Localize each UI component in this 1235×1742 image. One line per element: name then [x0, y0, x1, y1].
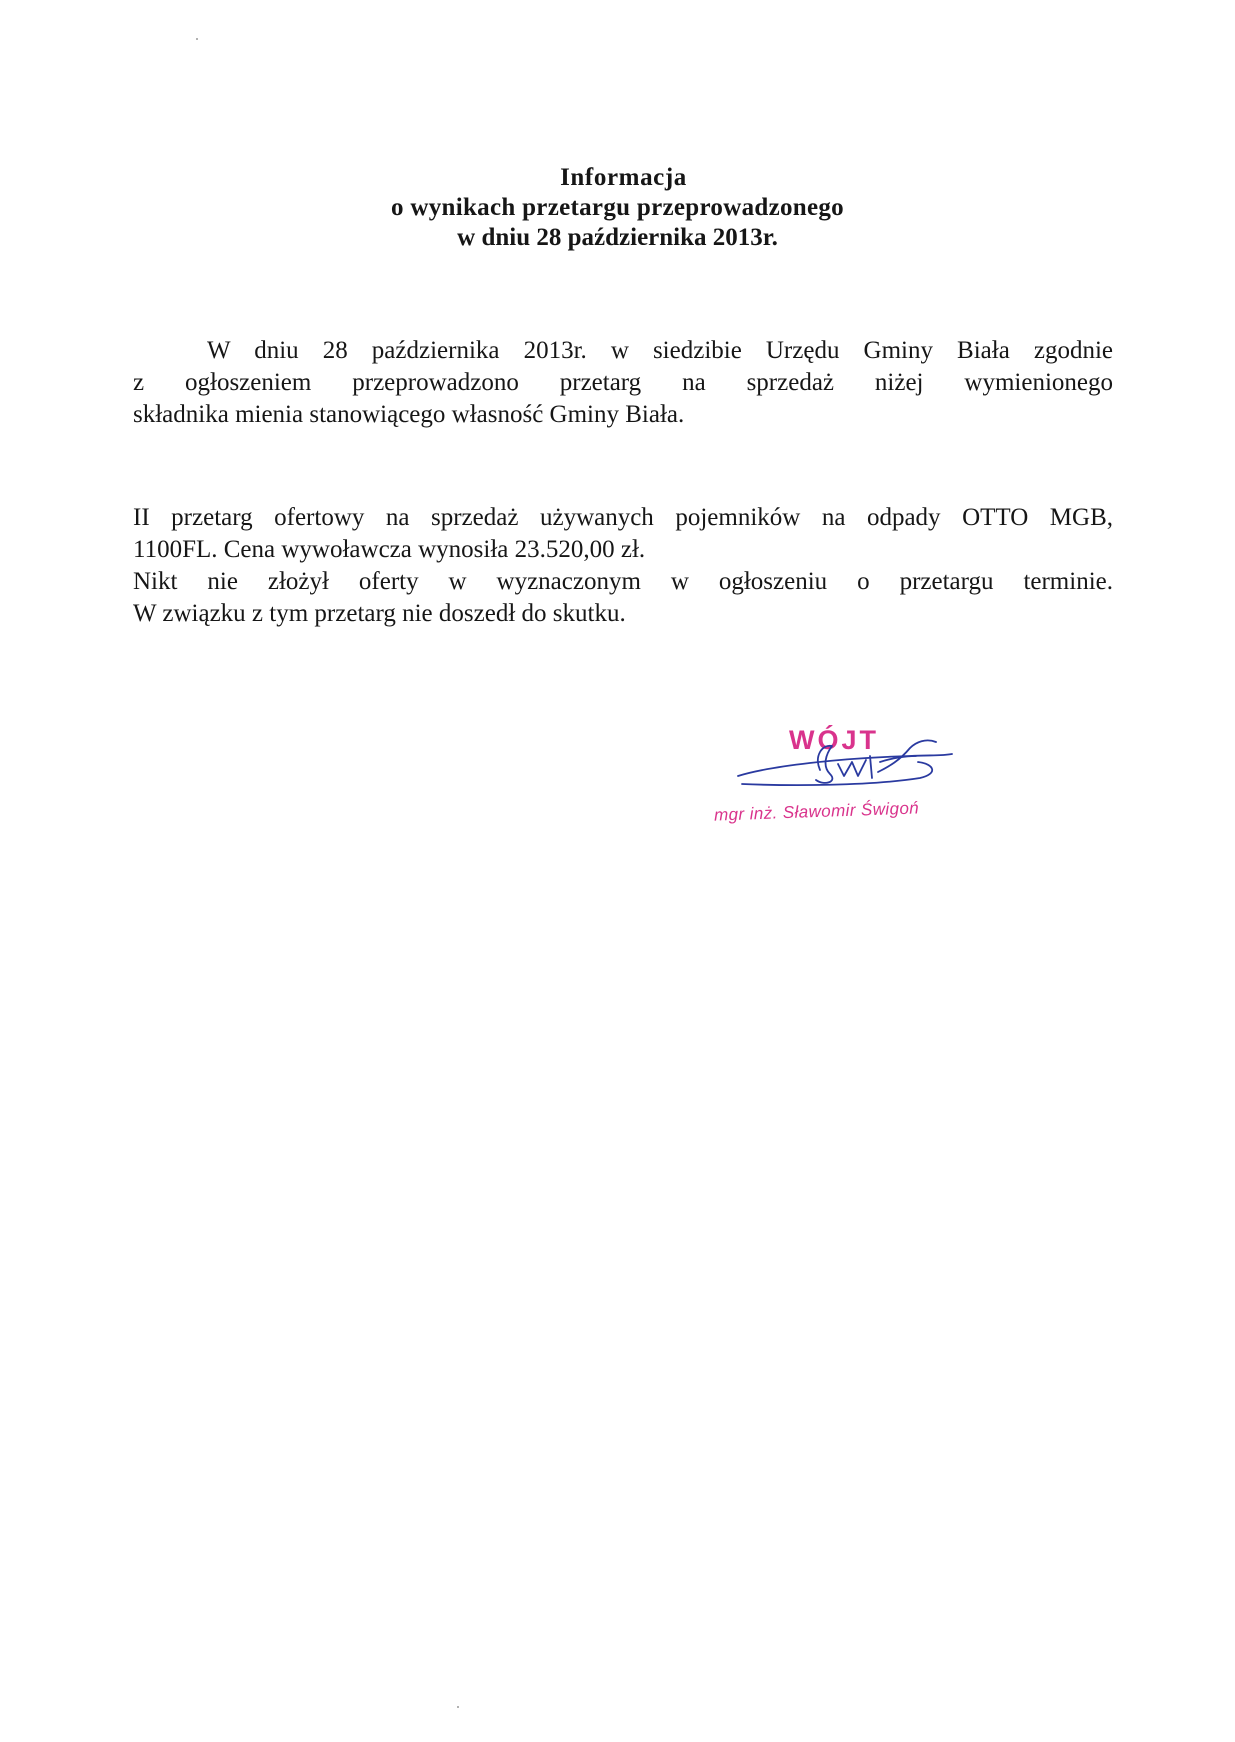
paragraph-line: W dniu 28 października 2013r. w siedzibie Urzędu Gminy Biała zgodnie [207, 337, 1113, 364]
stamp-title: WÓJT [789, 725, 879, 755]
title-line-1: Informacja [560, 164, 687, 191]
stamp-name: mgr inż. Sławomir Świgoń [713, 798, 920, 825]
scan-speck [196, 38, 198, 40]
document-title [0, 163, 1235, 253]
paragraph-line: W związku z tym przetarg nie doszedł do skutku. [133, 600, 626, 627]
paragraph-line: 1100FL. Cena wywoławcza wynosiła 23.520,00 zł. [133, 536, 646, 563]
paragraph-line: II przetarg ofertowy na sprzedaż używanych pojemników na odpady OTTO MGB, [133, 504, 1113, 531]
title-line-2: o wynikach przetargu przeprowadzonego [391, 194, 844, 221]
paragraph-tender-details [133, 502, 1113, 630]
title-line-3: w dniu 28 października 2013r. [457, 224, 778, 251]
scan-speck [457, 1706, 459, 1708]
paragraph-line: z ogłoszeniem przeprowadzono przetarg na sprzedaż niżej wymienionego [133, 369, 1113, 396]
paragraph-line: składnika mienia stanowiącego własność Gminy Biała. [133, 401, 685, 428]
paragraph-line: Nikt nie złożył oferty w wyznaczonym w ogłoszeniu o przetargu terminie. [133, 568, 1113, 595]
handwritten-signature-icon [730, 726, 970, 796]
paragraph-intro [133, 335, 1113, 431]
